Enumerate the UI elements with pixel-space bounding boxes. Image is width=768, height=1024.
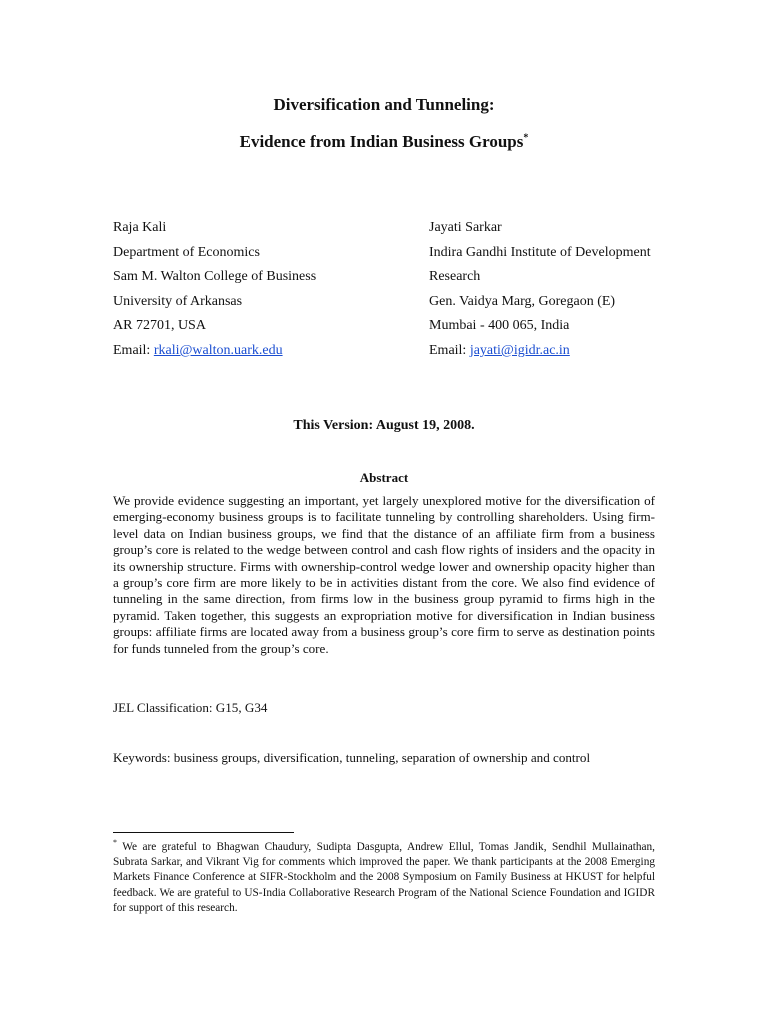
footnote-marker: * xyxy=(113,838,117,848)
abstract-text: We provide evidence suggesting an important, yet largely unexplored motive for the diversification of emerging-economy business groups is to facilitate tunneling by controlling shareholders. Using firm-level data on Indian business groups, we find that the distance of an affiliate firm from a business group’s core is related to the wedge between control and cash flow rights of insiders and the opacity in its ownership structure. Firms with ownership-control wedge lower and ownership opacity higher than a group’s core firm are more likely to be in activities distant from the core. We also find evidence of tunneling in the same direction, from firms low in the business group pyramid to firms high in the pyramid. Taken together, this suggests an expropriation motive for diversification in Indian business groups: affiliate firms are located away from a business group’s core firm to serve as destination points for funds tunneled from the group’s core. xyxy=(113,493,655,656)
author-college: Sam M. Walton College of Business xyxy=(113,269,317,285)
author-university: University of Arkansas xyxy=(113,293,243,309)
email-label: Email: xyxy=(429,342,470,358)
footnote-text: We are grateful to Bhagwan Chaudury, Sudipta Dasgupta, Andrew Ellul, Tomas Jandik, Sendhil Mullainathan, Subrata Sarkar, and Vikrant Vig for comments which improved the paper. We thank participants at the 2008 Emerging Markets Finance Conference at SIFR-Stockholm and the 2008 Symposium on Family Business at HKUST for helpful feedback. We are grateful to US-India Collaborative Research Program of the National Science Foundation and IGIDR for support of this research. xyxy=(113,841,655,914)
paper-title-line-2 xyxy=(0,132,768,152)
version-date: This Version: August 19, 2008. xyxy=(293,418,475,433)
footnote-divider xyxy=(113,832,294,833)
email-label: Email: xyxy=(113,342,154,358)
author-street: Gen. Vaidya Marg, Goregaon (E) xyxy=(429,293,616,309)
author-block-kali xyxy=(113,216,316,364)
paper-title-line-1: Diversification and Tunneling: xyxy=(273,95,495,114)
author-email-line xyxy=(429,339,651,364)
author-city: Mumbai - 400 065, India xyxy=(429,318,570,334)
paper-title-text: Evidence from Indian Business Groups xyxy=(239,132,524,151)
keywords: Keywords: business groups, diversification, tunneling, separation of ownership and control xyxy=(113,750,591,765)
author-postcode: AR 72701, USA xyxy=(113,318,206,334)
author-name: Raja Kali xyxy=(113,220,167,235)
author-name: Jayati Sarkar xyxy=(429,220,502,235)
author-email-link[interactable]: rkali@walton.uark.edu xyxy=(153,342,283,358)
author-institute-continued: Research xyxy=(429,269,481,285)
author-institute: Indira Gandhi Institute of Development xyxy=(429,244,651,260)
author-department: Department of Economics xyxy=(113,244,260,260)
abstract-heading: Abstract xyxy=(359,470,409,485)
title-footnote-marker: * xyxy=(523,132,529,144)
author-email-link[interactable]: jayati@igidr.ac.in xyxy=(469,342,570,358)
author-block-sarkar xyxy=(429,216,651,364)
footnote xyxy=(113,840,655,916)
author-email-line xyxy=(113,339,316,364)
jel-classification: JEL Classification: G15, G34 xyxy=(113,700,268,715)
